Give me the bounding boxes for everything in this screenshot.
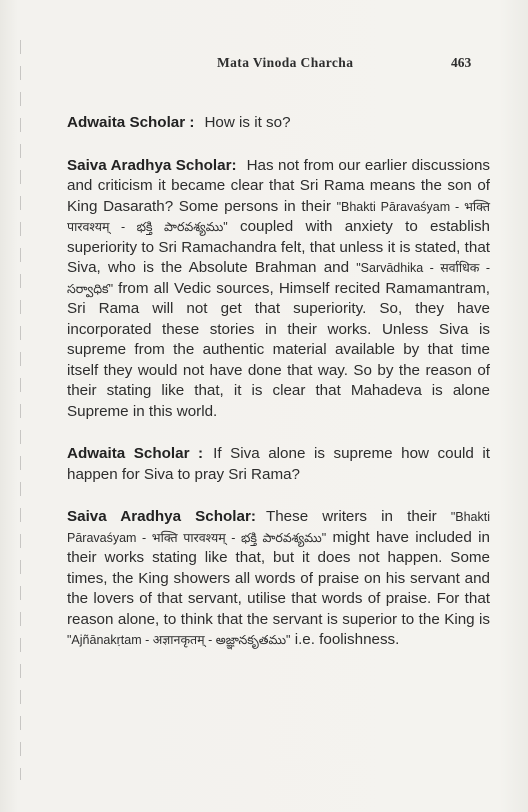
dialogue-text: Has not from our earlier discussions and criticism it became clear that Sri Rama means the son of King Dasarath? Some persons in their (67, 156, 490, 215)
dialogue-text: How is it so? (204, 114, 291, 131)
dialogue-text: If Siva alone is supreme how could it happen for Siva to pray Sri Rama? (67, 445, 490, 483)
term-ajnanakrtam: "Ajñānakṛtam - अज्ञानकृतम् - అజ్ఞానకృతము" (67, 633, 291, 647)
term-sarvadhika: "Sarvādhika - सर्वाधिक - సర్వాధిక" (67, 261, 490, 296)
dialogue-text: might have included in their works stating like that, but it does not happen. Some times, the King showers all words of praise on his servant and the lovers of that servant, utilise that words of praise. For that reason alone, to think that the servant is superior to the King is (67, 528, 490, 628)
dialogue-text: from all Vedic sources, Himself recited Ramamantram, Sri Rama will not get that superiority. So, they have incorporated these stories in their works. Unless Siva is supreme from the authentic material available by that time itself they would not have done that way. So by the reason of their stating like that, it is clear that Mahadeva is alone Supreme in this world. (67, 279, 490, 420)
dialogue-text: i.e. foolishness. (290, 631, 400, 648)
speaker-label: Adwaita Scholar : (67, 445, 204, 462)
speaker-label: Saiva Aradhya Scholar: (67, 508, 256, 525)
page-body (67, 113, 490, 671)
term-bhakti-paravasyam: "Bhakti Pāravaśyam - भक्ति पारवश्यम् - భక్తి పారవశ్యము" (67, 199, 490, 234)
running-header (0, 55, 528, 75)
dialogue-paragraph-2 (67, 156, 490, 423)
running-title: Mata Vinoda Charcha (217, 55, 354, 70)
term-bhakti-paravasyam: "Bhakti Pāravaśyam - भक्ति पारवश्यम् - భక్తి పారవశ్యము" (67, 510, 490, 545)
speaker-label: Adwaita Scholar : (67, 114, 195, 131)
speaker-label: Saiva Aradhya Scholar: (67, 156, 237, 174)
dialogue-paragraph-3 (67, 444, 490, 485)
dialogue-paragraph-4 (67, 507, 490, 651)
page-fold-shadow (20, 40, 21, 780)
dialogue-paragraph-1 (67, 113, 490, 134)
dialogue-text: These writers in their (265, 508, 451, 525)
dialogue-text: coupled with anxiety to establish superiority to Sri Ramachandra felt, that unless it is stated, that Siva, who is the Absolute Brahman and (67, 218, 490, 276)
page-number: 463 (451, 55, 472, 70)
